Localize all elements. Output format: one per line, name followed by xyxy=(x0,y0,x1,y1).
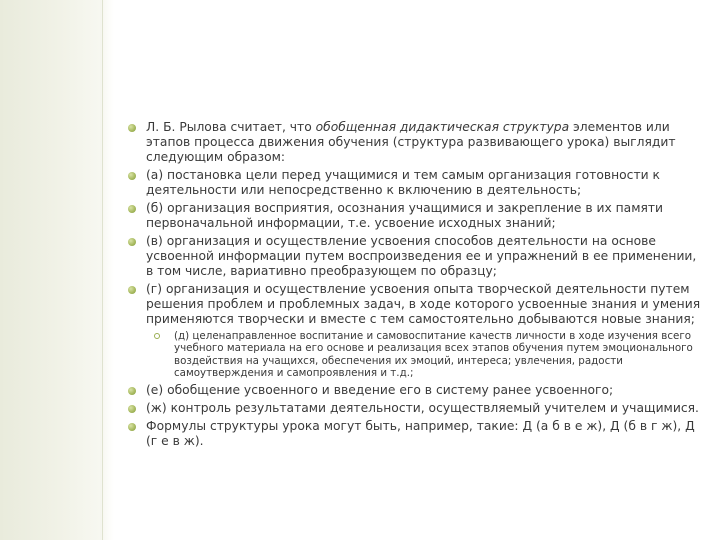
list-item-g: (г) организация и осуществление усвоения опыта творческой деятельности путем решения проблем и проблемных задач, в ходе которого усвоенные знания и умения применяются творчески и вместе с тем самостоятельно добываются новые знания; xyxy=(126,282,706,327)
bullet-list xyxy=(126,120,706,449)
list-item-b: (б) организация восприятия, осознания учащимися и закрепление в их памяти первоначальной информации, т.е. усвоение исходных знаний; xyxy=(126,201,706,231)
intro-text-end: элементов или этапов процесса движения обучения (структура развивающего урока) выглядит следующим образом: xyxy=(146,120,676,164)
sub-list-item-d: (д) целенаправленное воспитание и самовоспитание качеств личности в ходе изучения всего учебного материала на его основе и реализация всех этапов обучения путем эмоционального воздействия на учащихся, обеспечения их эмоций, интереса; увлечения, радости самоутверждения и самопроявления и т.д.; xyxy=(150,330,706,380)
list-item-e: (е) обобщение усвоенного и введение его в систему ранее усвоенного; xyxy=(126,383,706,398)
decorative-left-band xyxy=(0,0,100,540)
list-item-intro xyxy=(126,120,706,165)
list-item-a: (а) постановка цели перед учащимися и тем самым организация готовности к деятельности или непосредственно к включению в деятельность; xyxy=(126,168,706,198)
slide-content xyxy=(126,120,706,452)
list-item-formulas: Формулы структуры урока могут быть, например, такие: Д (а б в е ж), Д (б в г ж), Д (г е в ж). xyxy=(126,419,706,449)
decorative-band-line xyxy=(102,0,103,540)
list-item-zh: (ж) контроль результатами деятельности, осуществляемый учителем и учащимися. xyxy=(126,401,706,416)
list-item-v: (в) организация и осуществление усвоения способов деятельности на основе усвоенной информации путем воспроизведения ее и упражнений в ее применении, в том числе, вариативно преобразующем по образцу; xyxy=(126,234,706,279)
intro-text-start: Л. Б. Рылова считает, что xyxy=(146,120,316,134)
intro-emphasis: обобщенная дидактическая структура xyxy=(315,120,570,134)
